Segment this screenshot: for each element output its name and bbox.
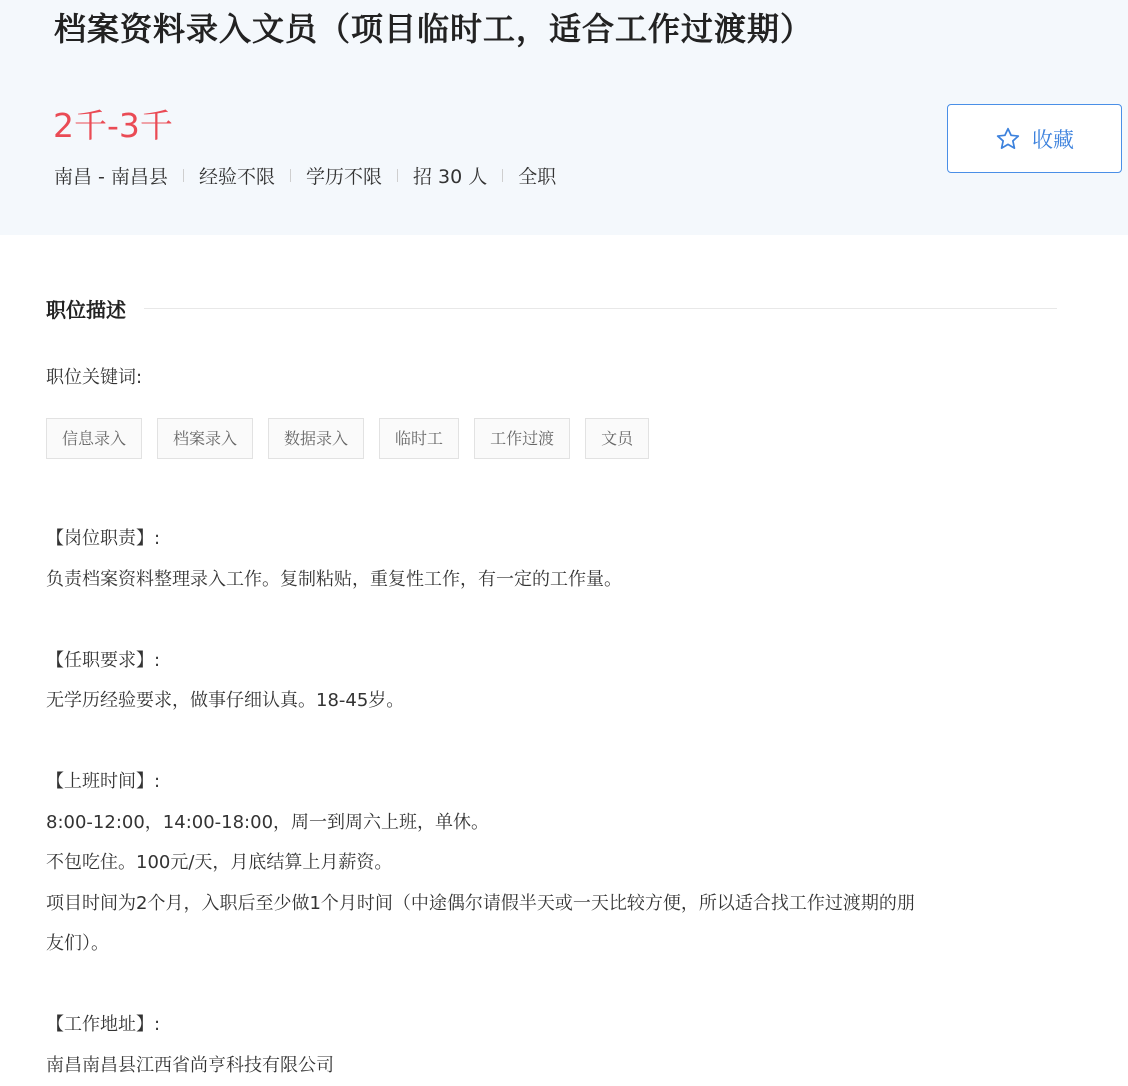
- spacer: [46, 965, 1056, 1006]
- hours-line: 不包吃住。100元/天，月底结算上月薪资。: [46, 843, 1056, 884]
- meta-divider: [502, 169, 503, 182]
- star-outline-icon: [995, 126, 1021, 152]
- address-text: 南昌南昌县江西省尚亨科技有限公司: [46, 1046, 1056, 1086]
- job-headcount: 招 30 人: [413, 162, 487, 189]
- section-title: 职位描述: [46, 294, 126, 323]
- address-heading: 【工作地址】:: [46, 1005, 1056, 1046]
- keyword-tag[interactable]: 文员: [585, 418, 649, 459]
- keyword-tag[interactable]: 数据录入: [268, 418, 364, 459]
- meta-divider: [290, 169, 291, 182]
- keyword-tag[interactable]: 临时工: [379, 418, 459, 459]
- meta-divider: [397, 169, 398, 182]
- meta-divider: [183, 169, 184, 182]
- requirements-text: 无学历经验要求，做事仔细认真。18-45岁。: [46, 681, 1056, 722]
- hours-line: 8:00-12:00，14:00-18:00，周一到周六上班，单休。: [46, 803, 1056, 844]
- hours-line: 友们）。: [46, 924, 1056, 965]
- requirements-heading: 【任职要求】:: [46, 641, 1056, 682]
- job-education: 学历不限: [306, 162, 382, 189]
- section-divider: [144, 308, 1057, 309]
- salary: 2千-3千: [53, 100, 173, 147]
- spacer: [46, 600, 1056, 641]
- job-type: 全职: [518, 162, 556, 189]
- section-header: [46, 294, 1057, 323]
- job-header: [0, 0, 1128, 235]
- job-description: [46, 519, 1056, 1086]
- job-meta: [54, 162, 556, 189]
- duties-heading: 【岗位职责】:: [46, 519, 1056, 560]
- duties-text: 负责档案资料整理录入工作。复制粘贴，重复性工作，有一定的工作量。: [46, 560, 1056, 601]
- keyword-tag[interactable]: 工作过渡: [474, 418, 570, 459]
- keyword-tags: [46, 418, 664, 459]
- favorite-button[interactable]: [947, 104, 1122, 173]
- keyword-tag[interactable]: 信息录入: [46, 418, 142, 459]
- favorite-label: 收藏: [1032, 124, 1074, 154]
- job-location: 南昌 - 南昌县: [54, 162, 168, 189]
- keyword-tag[interactable]: 档案录入: [157, 418, 253, 459]
- hours-heading: 【上班时间】:: [46, 762, 1056, 803]
- job-experience: 经验不限: [199, 162, 275, 189]
- hours-line: 项目时间为2个月，入职后至少做1个月时间（中途偶尔请假半天或一天比较方便，所以适合找工作过渡期的朋: [46, 884, 1056, 925]
- keywords-label: 职位关键词:: [46, 363, 142, 389]
- spacer: [46, 722, 1056, 763]
- job-title: 档案资料录入文员（项目临时工，适合工作过渡期）: [54, 4, 813, 50]
